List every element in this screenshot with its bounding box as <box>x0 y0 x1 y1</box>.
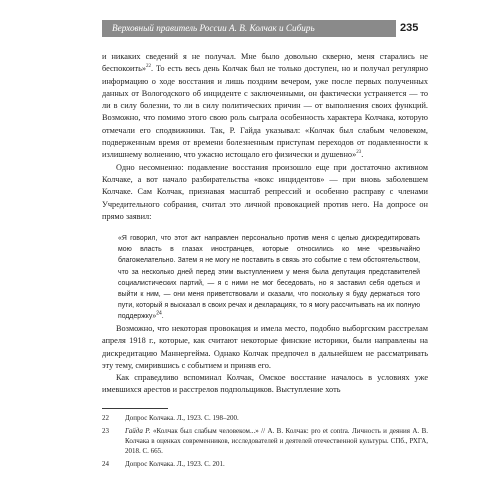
footnotes <box>102 413 428 472</box>
main-text <box>102 51 428 223</box>
footnote-ref-23[interactable]: 23 <box>356 150 362 156</box>
footnote-number: 24 <box>102 460 109 469</box>
block-quote <box>118 233 420 323</box>
footnote-ref-24[interactable]: 24 <box>156 311 162 318</box>
footnote <box>102 413 428 423</box>
footnote-ref-22[interactable]: 22 <box>146 64 152 70</box>
running-header <box>102 20 396 37</box>
footnote-text: Гайда Р. «Колчак был слабым человеком...» // А. В. Колчак: pro et contra. Личность и деяния А. В. Колчака в оценках современников, исследователей и деятелей отечественной культуры. СПб., РХГА, 2018. С. 665. <box>125 426 428 456</box>
footnote-divider <box>102 408 168 409</box>
paragraph-2: Одно несомненно: подавление восстания произошло еще при достаточно активном Колчаке, а вот начало разбирательства «вокс инцидентов» — при вновь заболевшем Колчаке. Сам Колчак, признавая масштаб репрессий и особенно расправу с членами Учредительного собрания, считал это личной провокацией против него. На допросе он прямо заявил: <box>102 162 428 221</box>
paragraph-3: Возможно, что некоторая провокация и имела место, подобно выборгским расстрелам апреля 1918 г., которые, как считают некоторые финские историки, были направлены на дискредитацию Маннергейма. Однако Колчак предпочел в дальнейшем не рассматривать эту тему, смирившись с событием и приняв его. <box>102 324 428 370</box>
page-number: 235 <box>400 22 419 34</box>
main-text-continued <box>102 323 428 397</box>
footnote-number: 23 <box>102 426 109 435</box>
paragraph-1: и никаких сведений я не получал. Мне было довольно скверно, меня старались не беспокоить»$^{22}$. То есть весь день Колчак был не только доступен, но и получал регулярно информацию о ходе восстания и лишь поздним вечером, уже после первых полученных данных от Вологодского об инциденте с заключенными, он фактически устраняется — то ли в силу болезни, то ли в силу политических причин — от выполнения своих функций. Возможно, что помимо этого свою роль сыграла особенность характера Колчака, которую отмечали его сподвижники. Так, Р. Гайда указывал: «Колчак был слабым человеком, подверженным время от времени болезненным приступам переходов от подавленности к излишнему волнению, что ужасно истощало его физически и душевно»$^{23}$. <box>102 52 428 160</box>
footnote <box>102 426 428 457</box>
footnote-text: Допрос Колчака. Л., 1923. С. 201. <box>125 460 225 469</box>
footnote-text: Допрос Колчака. Л., 1923. С. 198–200. <box>125 414 239 422</box>
paragraph-4: Как справедливо вспоминал Колчак, Омское восстание началось в условиях уже имевшихся арестов и расстрелов подпольщиков. Выступление хоть <box>102 373 428 395</box>
footnote <box>102 459 428 469</box>
footnote-author: Гайда Р. <box>125 426 151 435</box>
quote-text: «Я говорил, что этот акт направлен персонально против меня с целью дискредитировать мою власть в глазах иностранцев, которые относились ко мне чрезвычайно благожелательно. Затем я не могу не поставить в связь это событие с тем обстоятельством, что за несколько дней перед этим выступлением у меня была депутация представителей социалистических партий, — я с ними не мог беседовать, но я заставил себя одеться и выйти к ним, — они меня приветствовали и сказали, что поскольку я буду держаться того пути, который я высказал в своих речах и декларациях, то я могу рассчитывать на их полную поддержку»$^{24}$. <box>118 235 420 321</box>
running-title: Верховный правитель России А. В. Колчак и Сибирь <box>112 23 315 33</box>
footnote-number: 22 <box>102 414 109 422</box>
